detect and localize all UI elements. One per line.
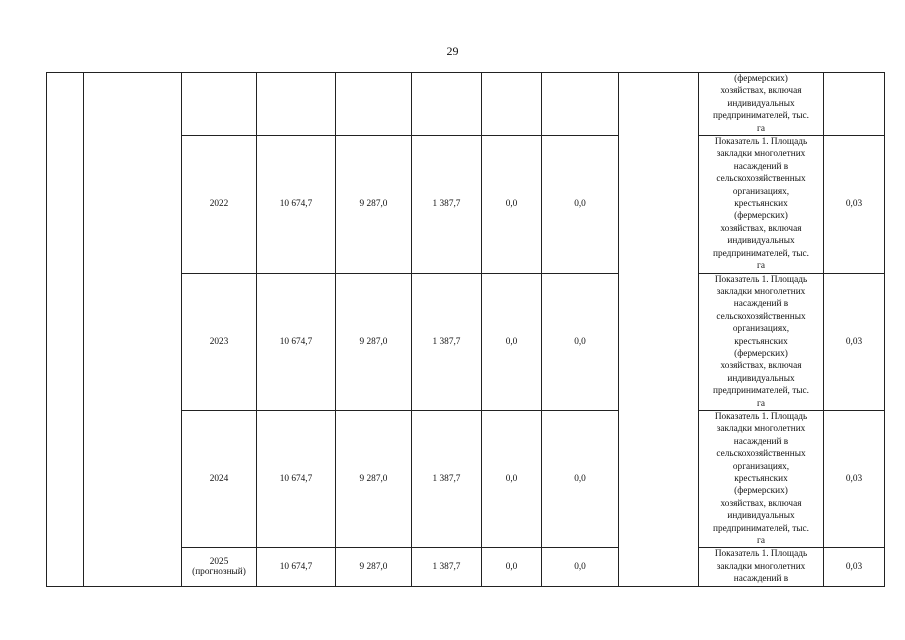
indicator-cell: Показатель 1. Площадь закладки многолетних насаждений в сельскохозяйственных организациях, крестьянских (фермерских) хозяйствах, включая индивидуальных предпринимателей, тыс. га: [699, 273, 824, 410]
regional-cell: 1 387,7: [412, 273, 482, 410]
other-cell: [542, 73, 619, 136]
indicator-cell: Показатель 1. Площадь закладки многолетних насаждений в сельскохозяйственных организациях, крестьянских (фермерских) хозяйствах, включая индивидуальных предпринимателей, тыс. га: [699, 410, 824, 547]
year-label: 2022: [209, 199, 229, 210]
federal-cell: 9 287,0: [336, 548, 412, 586]
year-cell: [182, 136, 257, 273]
regional-cell: 1 387,7: [412, 548, 482, 586]
total-cell: 10 674,7: [257, 136, 336, 273]
indicator-cell: Показатель 1. Площадь закладки многолетних насаждений в: [699, 548, 824, 586]
other-cell: 0,0: [542, 136, 619, 273]
merged-cell-number: [47, 73, 84, 587]
federal-cell: 9 287,0: [336, 273, 412, 410]
year-cell: [182, 410, 257, 547]
year-label: 2023: [209, 336, 229, 347]
federal-cell: 9 287,0: [336, 136, 412, 273]
local-cell: 0,0: [482, 548, 542, 586]
year-cell: [182, 548, 257, 586]
indicator-cell: Показатель 1. Площадь закладки многолетних насаждений в сельскохозяйственных организациях, крестьянских (фермерских) хозяйствах, включая индивидуальных предпринимателей, тыс. га: [699, 136, 824, 273]
total-cell: 10 674,7: [257, 273, 336, 410]
year-cell: [182, 273, 257, 410]
year-note: (прогнозный): [192, 567, 246, 578]
budget-table: [46, 72, 885, 587]
local-cell: 0,0: [482, 273, 542, 410]
regional-cell: [412, 73, 482, 136]
table-row: [47, 73, 885, 136]
year-label: 2024: [209, 474, 229, 485]
merged-cell-name: [84, 73, 182, 587]
indicator-value-cell: 0,03: [824, 410, 885, 547]
total-cell: [257, 73, 336, 136]
indicator-value-cell: 0,03: [824, 136, 885, 273]
total-cell: 10 674,7: [257, 548, 336, 586]
indicator-value-cell: [824, 73, 885, 136]
other-cell: 0,0: [542, 548, 619, 586]
other-cell: 0,0: [542, 410, 619, 547]
regional-cell: 1 387,7: [412, 410, 482, 547]
page-number: 29: [446, 44, 459, 58]
federal-cell: 9 287,0: [336, 410, 412, 547]
federal-cell: [336, 73, 412, 136]
indicator-value-cell: 0,03: [824, 273, 885, 410]
local-cell: 0,0: [482, 410, 542, 547]
year-cell: [182, 73, 257, 136]
regional-cell: 1 387,7: [412, 136, 482, 273]
merged-cell-result: [619, 73, 699, 587]
other-cell: 0,0: [542, 273, 619, 410]
indicator-value-cell: 0,03: [824, 548, 885, 586]
local-cell: 0,0: [482, 136, 542, 273]
total-cell: 10 674,7: [257, 410, 336, 547]
year-label: 2025: [209, 557, 229, 568]
local-cell: [482, 73, 542, 136]
indicator-cell: (фермерских) хозяйствах, включая индивидуальных предпринимателей, тыс. га: [699, 73, 824, 136]
